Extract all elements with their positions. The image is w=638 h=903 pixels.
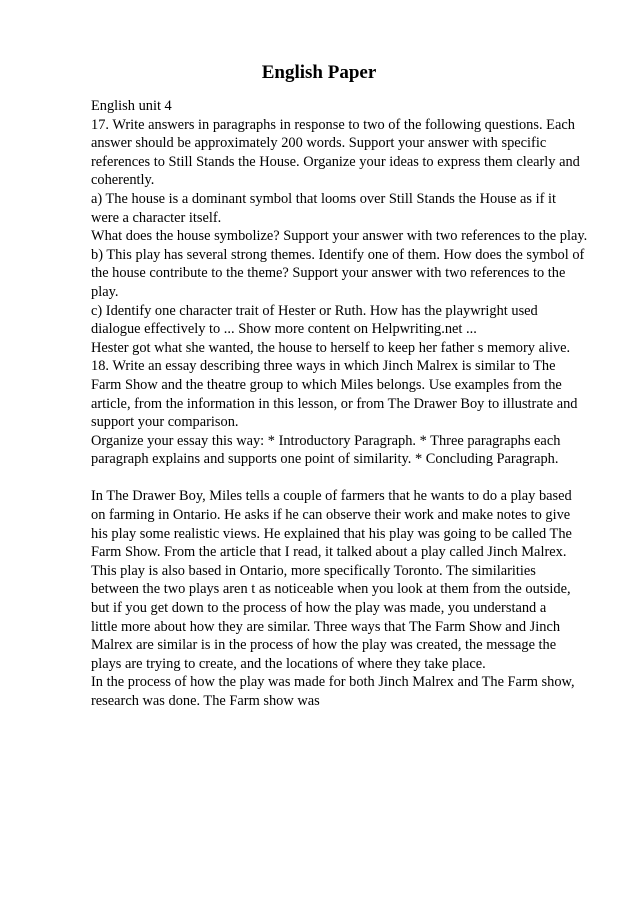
page-title: English Paper: [261, 62, 377, 83]
document-body: [91, 97, 601, 711]
text-line: a) The house is a dominant symbol that looms over Still Stands the House as if it: [91, 190, 556, 207]
text-line: the house contribute to the theme? Support your answer with two references to the: [91, 265, 566, 282]
text-line: his play some realistic views. He explained that his play was going to be called The: [91, 525, 572, 542]
text-line: Farm Show. From the article that I read, it talked about a play called Jinch Malrex.: [91, 544, 567, 561]
text-line: research was done. The Farm show was: [91, 693, 320, 709]
text-line: plays are trying to create, and the locations of where they take place.: [91, 655, 486, 672]
text-line: article, from the information in this lesson, or from The Drawer Boy to illustrate and: [91, 395, 578, 412]
text-line: Organize your essay this way: * Introductory Paragraph. * Three paragraphs each: [91, 432, 561, 449]
text-line: were a character itself.: [91, 209, 222, 226]
text-line: dialogue effectively to ... Show more content on Helpwriting.net ...: [91, 321, 477, 338]
text-line: 18. Write an essay describing three ways in which Jinch Malrex is similar to The: [91, 358, 556, 375]
text-line: but if you get down to the process of how the play was made, you understand a: [91, 600, 547, 617]
text-line: In the process of how the play was made for both Jinch Malrex and The Farm show,: [91, 674, 575, 691]
text-line: paragraph explains and supports one point of similarity. * Concluding Paragraph.: [91, 451, 559, 468]
blank-line: [91, 469, 601, 488]
text-line: support your comparison.: [91, 414, 239, 431]
text-line: b) This play has several strong themes. Identify one of them. How does the symbol of: [91, 246, 585, 263]
text-line: Hester got what she wanted, the house to herself to keep her father s memory alive.: [91, 339, 571, 356]
text-line: play.: [91, 283, 119, 300]
text-line: Malrex are similar is in the process of how the play was created, the message the: [91, 637, 557, 654]
text-line: English unit 4: [91, 98, 172, 114]
text-line: references to Still Stands the House. Organize your ideas to express them clearly and: [91, 153, 580, 170]
text-line: c) Identify one character trait of Hester or Ruth. How has the playwright used: [91, 302, 538, 319]
text-line: between the two plays aren t as noticeable when you look at them from the outside,: [91, 581, 571, 598]
text-line: coherently.: [91, 172, 155, 189]
text-line: 17. Write answers in paragraphs in response to two of the following questions. Each: [91, 116, 575, 133]
text-line: little more about how they are similar. Three ways that The Farm Show and Jinch: [91, 618, 561, 635]
text-line: Farm Show and the theatre group to which Miles belongs. Use examples from the: [91, 376, 562, 393]
text-line: This play is also based in Ontario, more specifically Toronto. The similarities: [91, 562, 536, 579]
text-line: answer should be approximately 200 words. Support your answer with specific: [91, 135, 547, 152]
text-line: What does the house symbolize? Support your answer with two references to the play.: [91, 228, 588, 245]
text-line: on farming in Ontario. He asks if he can observe their work and make notes to give: [91, 507, 571, 524]
text-line: In The Drawer Boy, Miles tells a couple of farmers that he wants to do a play based: [91, 488, 572, 505]
